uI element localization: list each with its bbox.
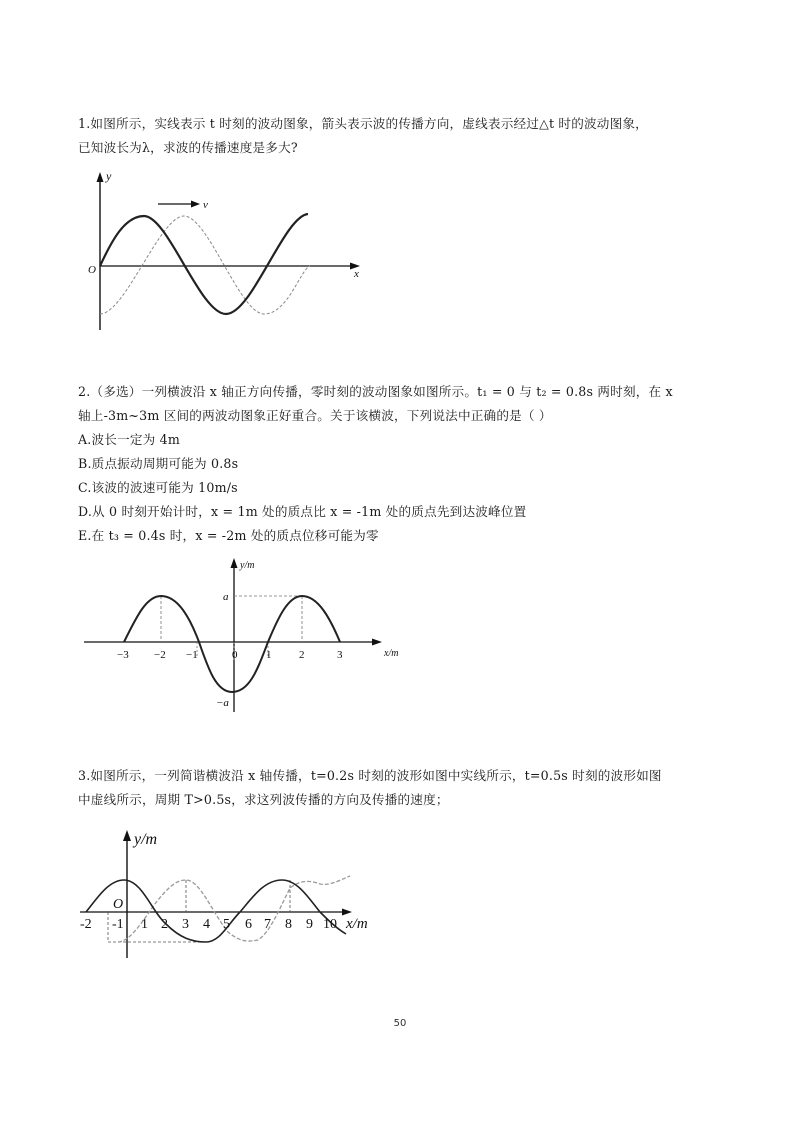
tick-label: 2 — [161, 917, 168, 932]
question-3-wave-figure — [76, 822, 386, 962]
velocity-arrowhead — [191, 201, 200, 208]
page-number: 50 — [393, 1018, 407, 1029]
dashed-wave — [118, 876, 350, 942]
question-2-line-1: 2.（多选）一列横波沿 x 轴正方向传播，零时刻的波动图象如图所示。t₁ = 0 与 t₂ = 0.8s 两时刻，在 x — [78, 384, 673, 399]
x-axis-label: x/m — [346, 916, 368, 932]
x-axis-label: x/m — [384, 648, 399, 659]
tick-label: 8 — [285, 917, 292, 932]
tick-label: −3 — [117, 649, 129, 661]
tick-label: -2 — [80, 917, 92, 932]
tick-label: −2 — [154, 649, 166, 661]
origin-label: O — [88, 264, 96, 276]
option-c: C.该波的波速可能为 10m/s — [78, 480, 238, 495]
tick-label: 1 — [266, 649, 272, 661]
y-axis-label: y — [106, 169, 112, 183]
option-e: E.在 t₃ = 0.4s 时，x = -2m 处的质点位移可能为零 — [78, 528, 379, 543]
origin-label: O — [113, 897, 124, 912]
option-d: D.从 0 时刻开始计时，x = 1m 处的质点比 x = -1m 处的质点先到达波峰位置 — [78, 504, 527, 519]
amplitude-negative-label: −a — [216, 697, 229, 709]
tick-label: 4 — [203, 917, 210, 932]
option-b: B.质点振动周期可能为 0.8s — [78, 456, 239, 471]
y-axis-label: y/m — [240, 560, 255, 571]
solid-wave — [100, 214, 308, 314]
y-axis-arrow — [231, 558, 238, 568]
tick-label: 1 — [141, 917, 148, 932]
tick-label: 2 — [299, 649, 305, 661]
option-a: A.波长一定为 4m — [78, 432, 181, 447]
question-1-line-2: 已知波长为λ，求波的传播速度是多大? — [78, 140, 298, 155]
y-axis-arrow — [123, 830, 131, 841]
tick-label: 3 — [337, 649, 343, 661]
question-2 — [78, 380, 718, 548]
solid-wave — [86, 880, 346, 942]
y-axis-label: y/m — [134, 831, 158, 848]
tick-label: 3 — [182, 917, 189, 932]
question-3-line-1: 3.如图所示，一列简谐横波沿 x 轴传播，t=0.2s 时刻的波形如图中实线所示，t=0.5s 时刻的波形如图 — [78, 768, 662, 783]
velocity-label: v — [203, 199, 208, 211]
tick-label: 10 — [323, 917, 337, 932]
tick-label: 7 — [264, 917, 271, 932]
question-2-wave-figure — [78, 555, 418, 715]
question-1-wave-figure — [80, 165, 380, 340]
x-axis-label: x — [354, 268, 359, 280]
tick-label: 6 — [245, 917, 252, 932]
tick-label: 0 — [232, 649, 238, 661]
tick-label: 9 — [306, 917, 313, 932]
solid-wave — [124, 596, 340, 692]
question-1 — [78, 112, 718, 160]
question-3 — [78, 764, 718, 812]
y-axis-arrow — [97, 172, 104, 182]
question-1-line-1: 1.如图所示，实线表示 t 时刻的波动图象，箭头表示波的传播方向，虚线表示经过△t 时的波动图象， — [78, 116, 648, 131]
tick-label: 5 — [223, 917, 230, 932]
x-axis-arrow — [372, 639, 382, 646]
tick-label: −1 — [186, 649, 198, 661]
question-3-line-2: 中虚线所示，周期 T>0.5s，求这列波传播的方向及传播的速度； — [78, 792, 449, 807]
amplitude-positive-label: a — [223, 591, 229, 603]
tick-label: -1 — [112, 917, 124, 932]
x-axis-arrow — [342, 909, 352, 916]
question-2-line-2: 轴上-3m~3m 区间的两波动图象正好重合。关于该横波，下列说法中正确的是（ ） — [78, 408, 552, 423]
